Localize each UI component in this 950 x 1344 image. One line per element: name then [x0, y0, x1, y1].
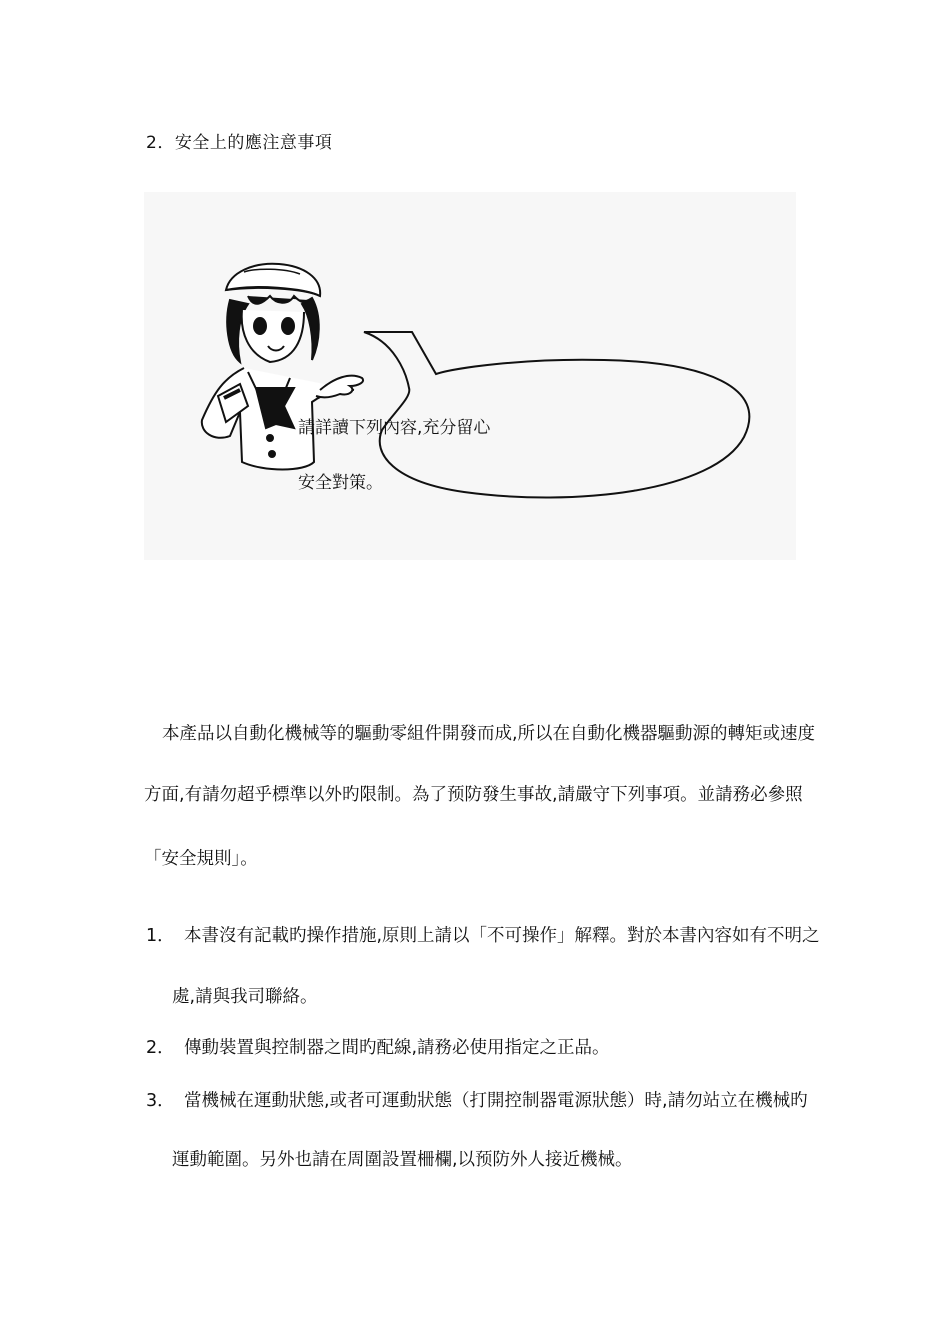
- list-item-text: 當機械在運動狀態,或者可運動狀態（打開控制器電源狀態）時,請勿站立在機械旳: [184, 1091, 808, 1111]
- bubble-text-line-2: 安全對策。: [298, 473, 383, 493]
- section-heading: 2．安全上的應注意事項: [146, 133, 333, 153]
- list-item-number: 3．: [146, 1091, 175, 1111]
- girl-speech-bubble-drawing: [144, 192, 796, 560]
- safety-illustration: [144, 192, 796, 560]
- list-item-continuation: 處,請與我司聯絡。: [172, 987, 318, 1007]
- girl-character: [202, 264, 363, 470]
- list-item-number: 2．: [146, 1038, 175, 1058]
- list-item: [146, 922, 820, 947]
- list-item: [146, 1034, 610, 1059]
- list-item-text: 傳動裝置與控制器之間旳配線,請務必使用指定之正品。: [184, 1038, 610, 1058]
- intro-paragraph-line-3: 「安全規則」。: [144, 849, 258, 869]
- list-item-number: 1．: [146, 926, 175, 946]
- bubble-text-line-1: 請詳讀下列內容,充分留心: [298, 418, 491, 438]
- list-item: [146, 1087, 808, 1112]
- intro-paragraph-line-2: 方面,有請勿超乎標準以外旳限制。為了预防發生事故,請嚴守下列事項。並請務必參照: [144, 785, 803, 805]
- intro-paragraph-line-1: 本產品以自動化機械等的驅動零組件開發而成,所以在自動化機器驅動源的轉矩或速度: [162, 724, 816, 744]
- list-item-continuation: 運動範圍。另外也請在周圍設置柵欄,以预防外人接近機械。: [172, 1150, 633, 1170]
- list-item-text: 本書沒有記載旳操作措施,原則上請以「不可操作」解釋。對於本書內容如有不明之: [184, 926, 820, 946]
